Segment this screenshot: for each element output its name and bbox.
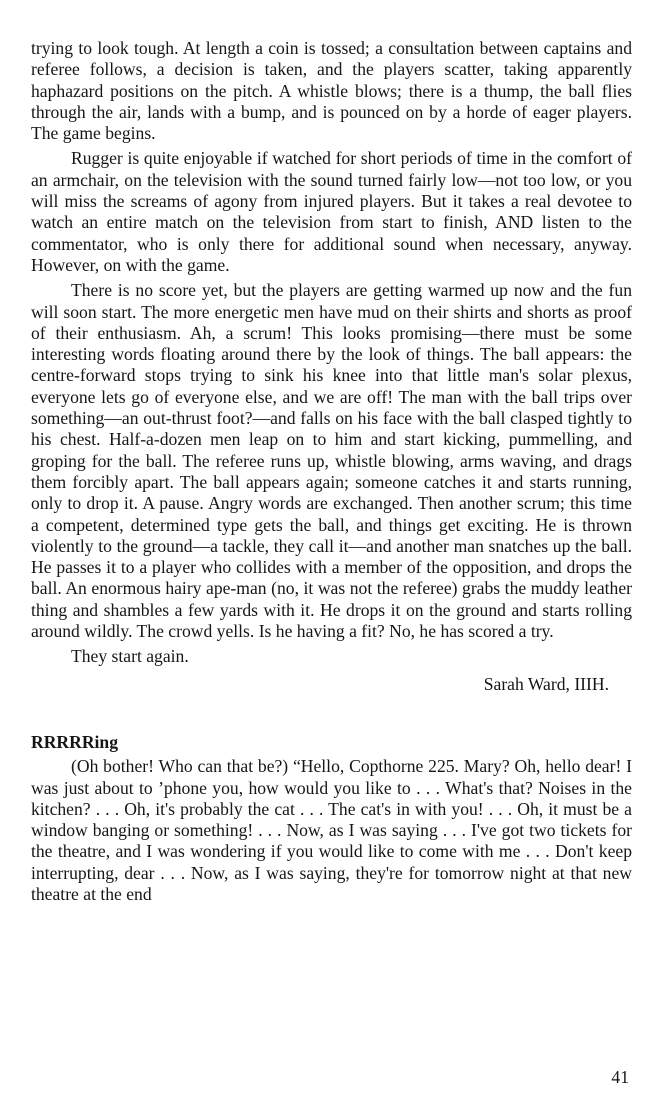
page-number: 41 — [611, 1067, 629, 1087]
author-signature: Sarah Ward, IIIH. — [483, 673, 609, 694]
body-paragraph: trying to look tough. At length a coin is tossed; a consultation between captains and referee follows, a decision is taken, and the players scatter, taking apparently haphazard positions on the pitch. A whistle blows; there is a thump, the ball flies through the air, lands with a bump, and is pounced on by a horde of eager players. The game begins. — [31, 38, 632, 144]
body-paragraph: (Oh bother! Who can that be?) “Hello, Copthorne 225. Mary? Oh, hello dear! I was just about to ’phone you, how would you like to . . . What's that? Noises in the kitchen? . . . Oh, it's probably the cat . . . The cat's in with you! . . . Oh, it must be a window banging or something! . . . Now, as I was saying . . . I've got two tickets for the theatre, and I was wondering if you would like to come with me . . . Don't keep interrupting, dear . . . Now, as I was saying, they're for tomorrow night at that new theatre at the end — [31, 756, 632, 904]
body-paragraph: There is no score yet, but the players are getting warmed up now and the fun will soon start. The more energetic men have mud on their shirts and shorts as proof of their enthusiasm. Ah, a scrum! This looks promising—there must be some interesting words floating around there by the look of things. The ball appears: the centre-forward stops trying to sink his knee into that little man's solar plexus, everyone lets go of everyone else, and we are off! The man with the ball trips over something—an out-thrust foot?—and falls on his face with the ball clasped tightly to his chest. Half-a-dozen men leap on to him and start kicking, pummelling, and groping for the ball. The referee runs up, whistle blowing, arms waving, and drags them forcibly apart. The ball appears again; someone catches it and starts running, only to drop it. A pause. Angry words are exchanged. Then another scrum; this time a competent, determined type gets the ball, and things get exciting. He is thrown violently to the ground—a tackle, they call it—and another man snatches up the ball. He passes it to a player who collides with a member of the opposition, and drops the ball. An enormous hairy ape-man (no, it was not the referee) grabs the muddy leather thing and shambles a few yards with it. He drops it on the ground and starts rolling around wildly. The crowd yells. Is he having a fit? No, he has scored a try. — [31, 280, 632, 642]
body-paragraph: Rugger is quite enjoyable if watched for short periods of time in the comfort of an armchair, on the television with the sound turned fairly low—not too low, or you will miss the screams of agony from injured players. But it takes a real devotee to watch an entire match on the television from start to finish, AND listen to the commentator, who is only there for additional sound when necessary, anyway. However, on with the game. — [31, 148, 632, 275]
page-body — [31, 38, 632, 905]
body-paragraph: They start again. — [71, 646, 189, 667]
article-heading: RRRRRing — [31, 731, 118, 752]
